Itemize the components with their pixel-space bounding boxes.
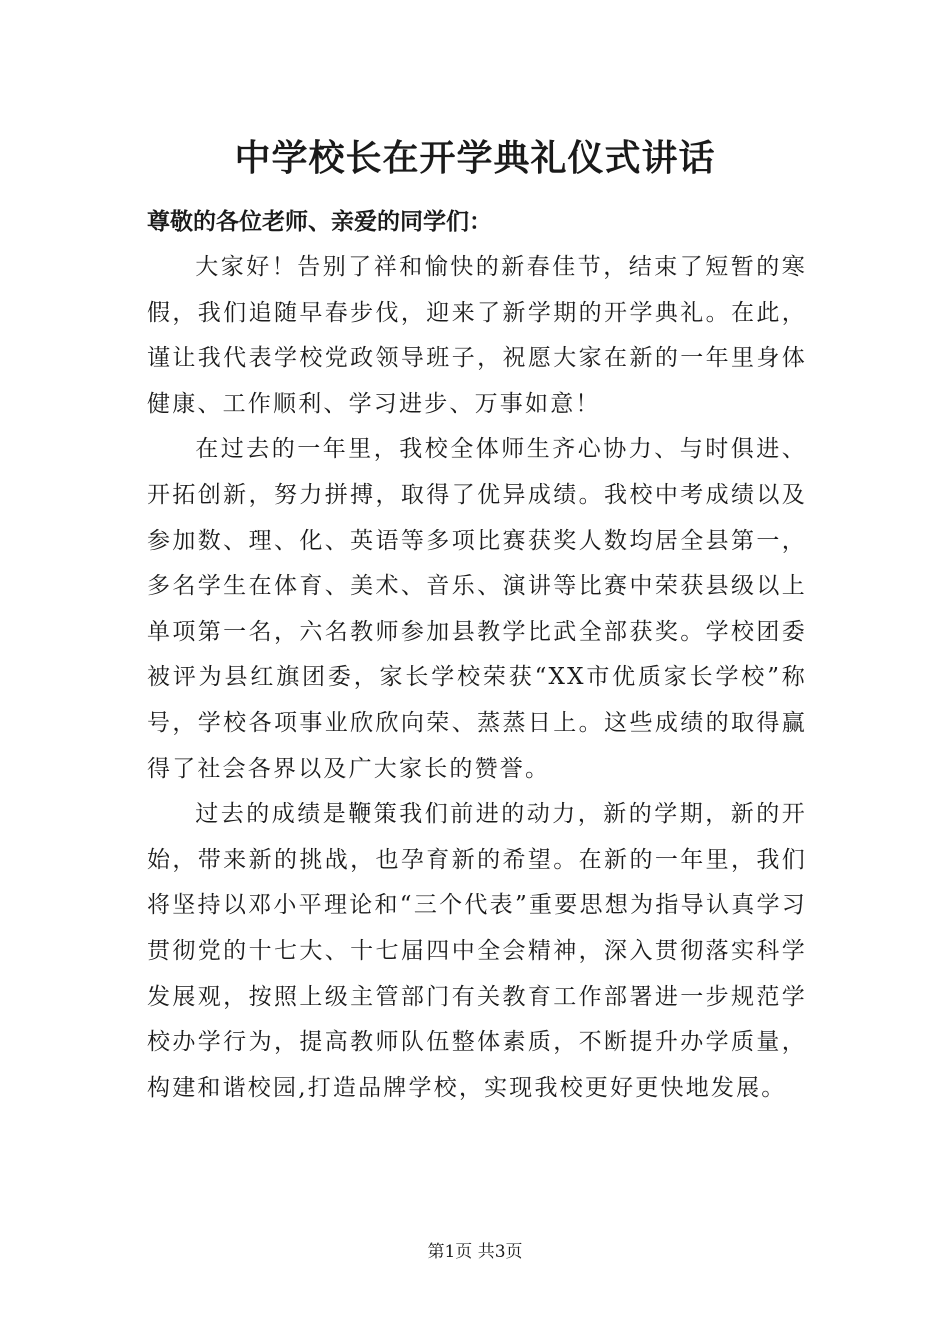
- document-body: [147, 245, 807, 1111]
- paragraph-achievements: 在过去的一年里，我校全体师生齐心协力、与时俱进、开拓创新，努力拼搏，取得了优异成绩。我校中考成绩以及参加数、理、化、英语等多项比赛获奖人数均居全县第一，多名学生在体育、美术、音乐、演讲等比赛中荣获县级以上单项第一名，六名教师参加县教学比武全部获奖。学校团委被评为县红旗团委，家长学校荣获“XX市优质家长学校”称号，学校各项事业欣欣向荣、蒸蒸日上。这些成绩的取得赢得了社会各界以及广大家长的赞誉。: [147, 436, 807, 782]
- paragraph-outlook: 过去的成绩是鞭策我们前进的动力，新的学期，新的开始，带来新的挑战，也孕育新的希望。在新的一年里，我们将坚持以邓小平理论和“三个代表”重要思想为指导认真学习贯彻党的十七大、十七届四中全会精神，深入贯彻落实科学发展观，按照上级主管部门有关教育工作部署进一步规范学校办学行为，提高教师队伍整体素质，不断提升办学质量，构建和谐校园,打造品牌学校，实现我校更好更快地发展。: [147, 801, 807, 1101]
- document-title: 中学校长在开学典礼仪式讲话: [234, 137, 716, 179]
- salutation: 尊敬的各位老师、亲爱的同学们：: [147, 208, 492, 235]
- page-number: 第1页 共3页: [427, 1242, 523, 1262]
- paragraph-greeting: 大家好！告别了祥和愉快的新春佳节，结束了短暂的寒假，我们追随早春步伐，迎来了新学期的开学典礼。在此，谨让我代表学校党政领导班子，祝愿大家在新的一年里身体健康、工作顺利、学习进步、万事如意！: [147, 254, 807, 417]
